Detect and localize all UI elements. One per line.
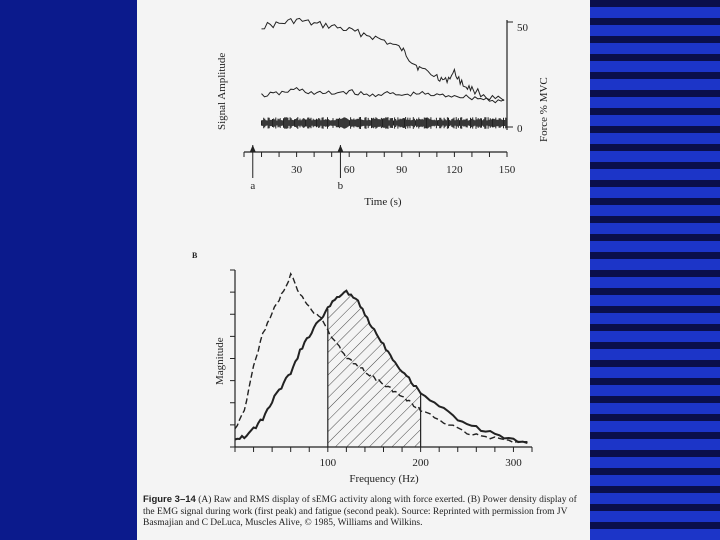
panel-a	[216, 18, 550, 208]
figure-caption	[143, 494, 587, 530]
panel-a-x-tick-label: 60	[343, 164, 355, 176]
marker-b-label: b	[337, 180, 344, 192]
marker-a-arrow	[250, 145, 256, 152]
caption-figure-label: Figure 3–14	[143, 494, 196, 505]
decorative-stripes	[590, 0, 720, 540]
panel-a-x-tick-label: 120	[446, 164, 463, 176]
panel-b-x-tick-label: 200	[412, 457, 429, 469]
shaded-fatigue-region	[328, 291, 421, 447]
raw-emg-signal	[262, 117, 507, 129]
panel-a-right-tick-label-0: 0	[517, 123, 523, 135]
panel-b-x-axis-label: Frequency (Hz)	[349, 473, 419, 485]
marker-b-arrow	[337, 145, 343, 152]
panel-a-x-tick-label: 150	[498, 164, 516, 176]
panel-b-x-tick-label: 300	[505, 457, 522, 469]
panel-a-right-tick-label-50: 50	[517, 22, 528, 34]
marker-a-label: a	[250, 180, 256, 192]
caption-text: (A) Raw and RMS display of sEMG activity along with force exerted. (B) Power density display of the EMG signal during work (first peak) and fatigue (second peak). Source: Reprinted with permission from JV Basmajian and C DeLuca, Muscles Alive, © 1985, Williams and Wilkins.	[143, 495, 577, 528]
scanned-page	[137, 0, 590, 540]
panel-b	[192, 251, 532, 485]
panel-b-label: B	[192, 251, 198, 260]
panel-a-x-tick-label: 90	[396, 164, 408, 176]
panel-a-x-tick-label: 30	[291, 164, 303, 176]
panel-b-y-axis-label: Magnitude	[214, 337, 226, 385]
figure-canvas	[137, 0, 590, 540]
panel-b-x-tick-label: 100	[319, 457, 337, 469]
panel-a-left-axis-label: Signal Amplitude	[216, 52, 228, 130]
panel-a-x-axis-label: Time (s)	[364, 196, 402, 208]
panel-a-right-axis-label: Force % MVC	[538, 77, 550, 142]
